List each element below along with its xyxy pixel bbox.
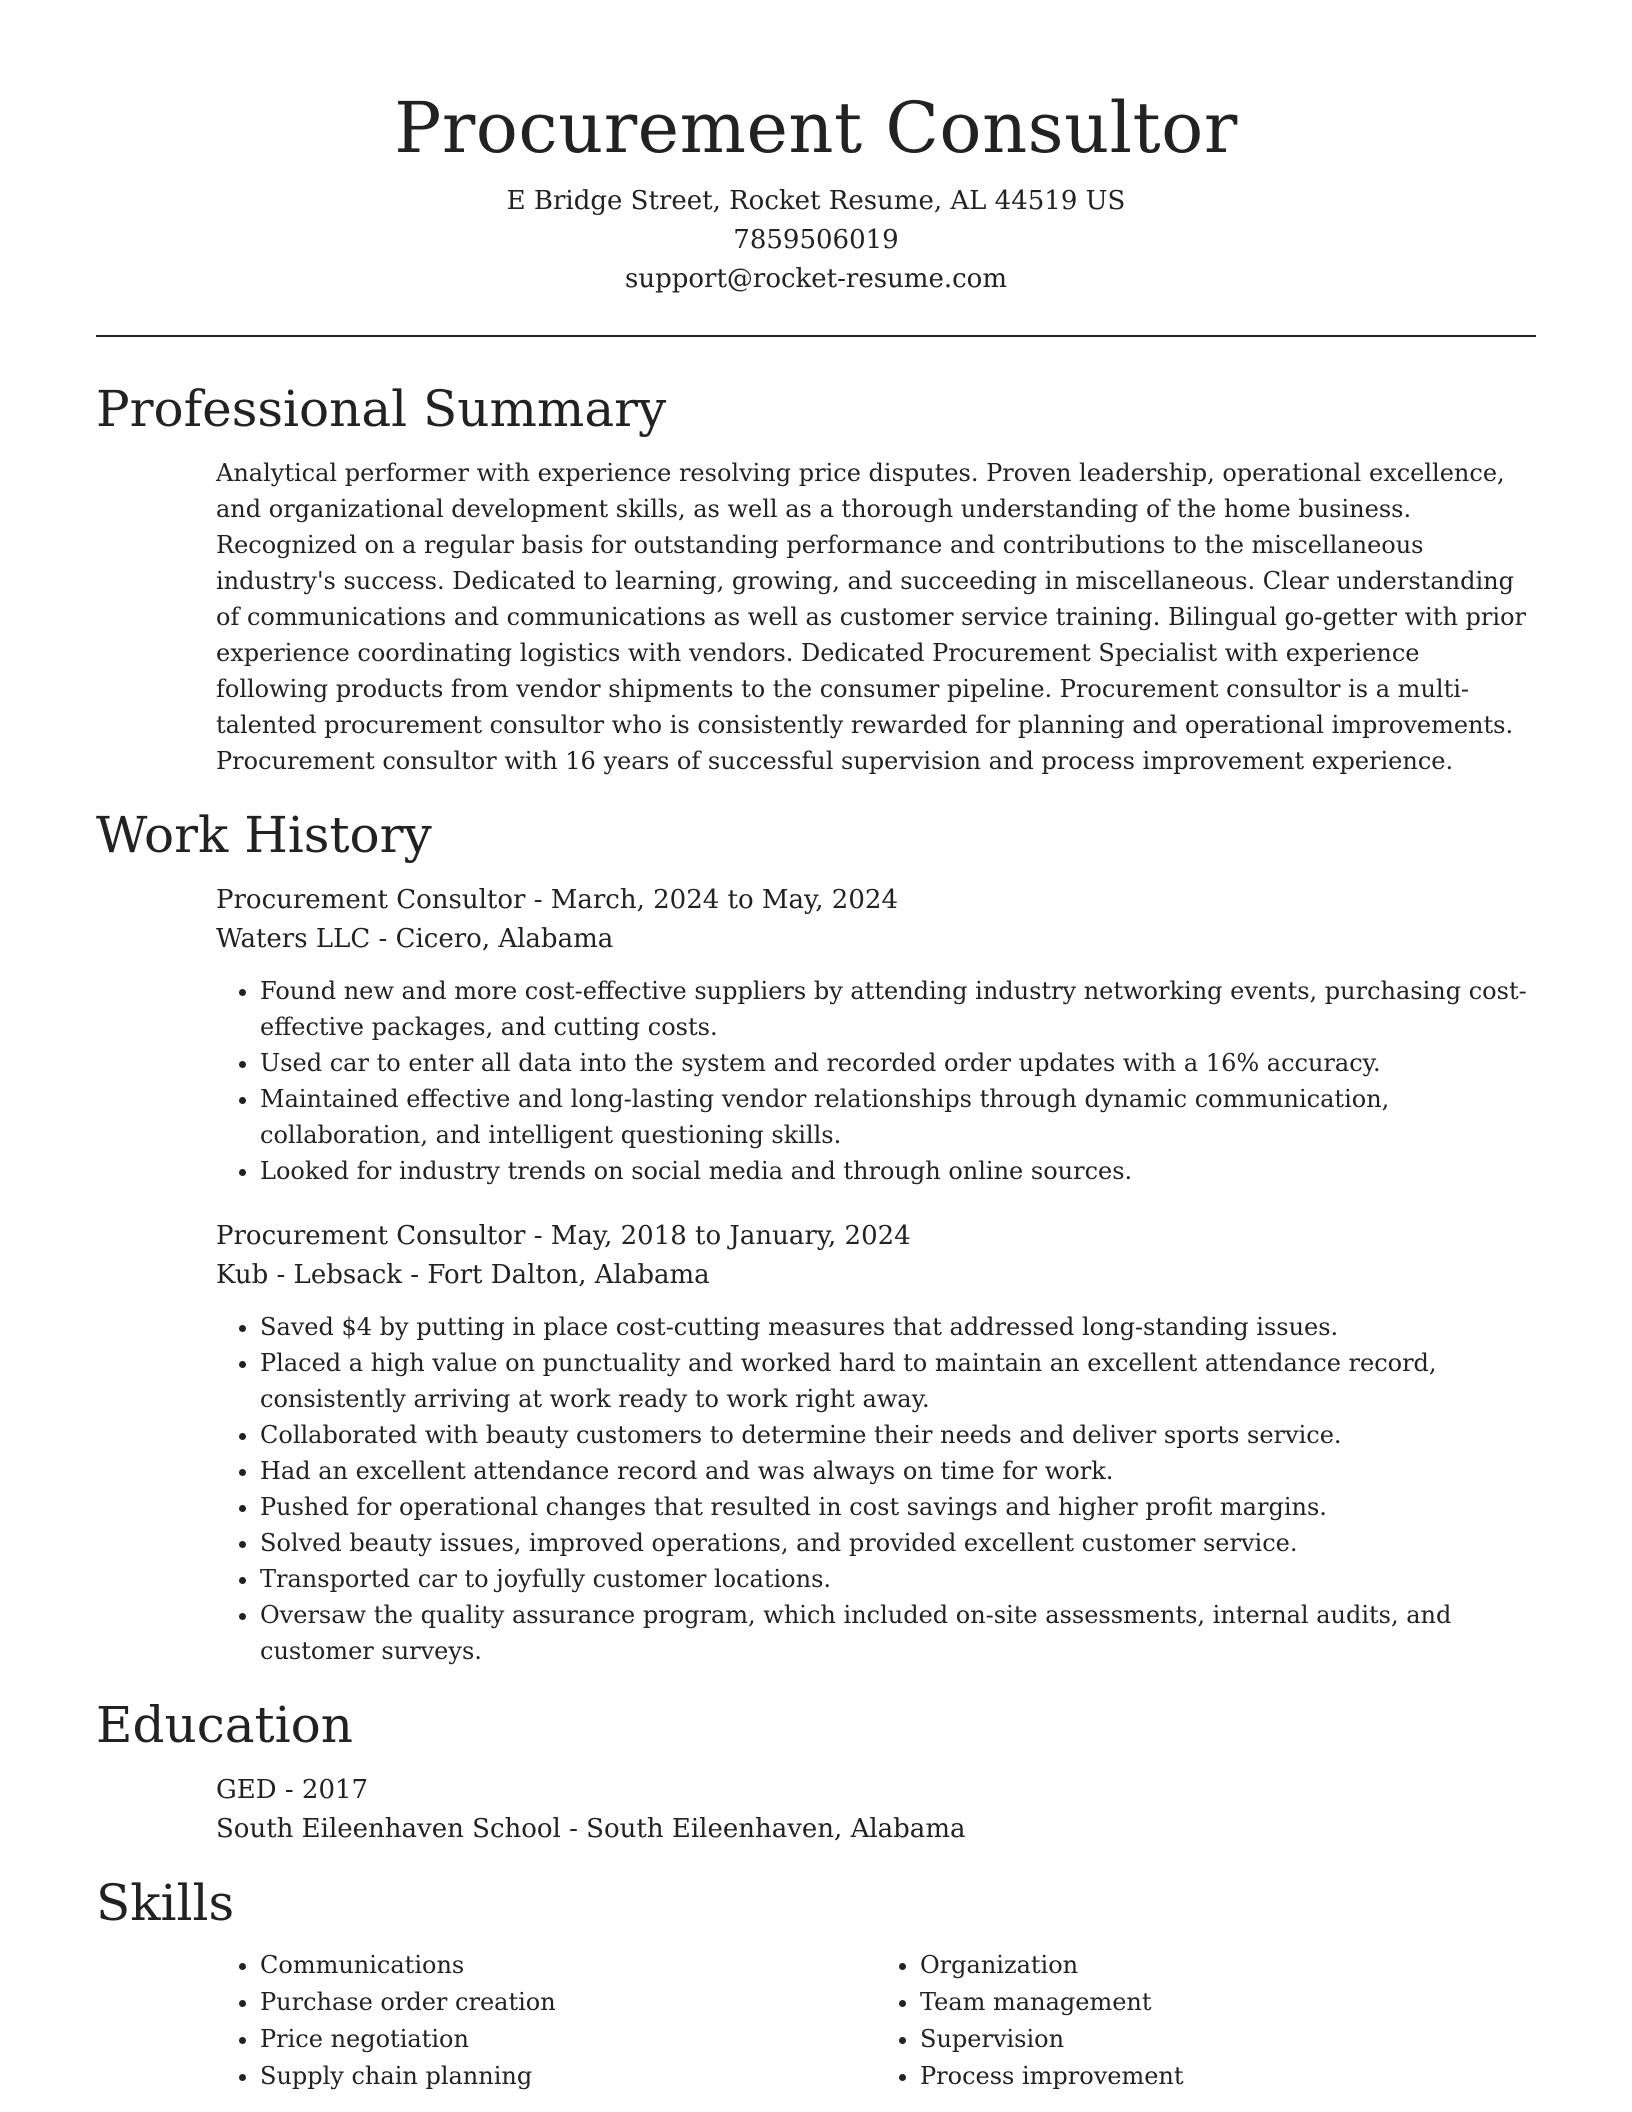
job-entry	[216, 881, 1536, 1189]
work-history-heading: Work History	[96, 806, 432, 864]
skill-item: • Process improvement	[920, 2058, 1536, 2095]
job-bullet: • Maintained effective and long-lasting vendor relationships through dynamic communication, collaboration, and intelligent questioning skills.	[260, 1081, 1536, 1153]
contact-info	[96, 182, 1536, 299]
summary-text: Analytical performer with experience resolving price disputes. Proven leadership, operational excellence, and organizational development skills, as well as a thorough understanding of the home business. Recognized on a regular basis for outstanding performance and contributions to the miscellaneous industry's success. Dedicated to learning, growing, and succeeding in miscellaneous. Clear understanding of communications and communications as well as customer service training. Bilingual go-getter with prior experience coordinating logistics with vendors. Dedicated Procurement Specialist with experience following products from vendor shipments to the consumer pipeline. Procurement consultor is a multi-talented procurement consultor who is consistently rewarded for planning and operational improvements. Procurement consultor with 16 years of successful supervision and process improvement experience.	[216, 459, 1526, 775]
skill-item: • Team management	[920, 1984, 1536, 2021]
resume-page	[96, 0, 1536, 2095]
address: E Bridge Street, Rocket Resume, AL 44519 US	[506, 186, 1126, 216]
skills-heading: Skills	[96, 1874, 235, 1932]
summary-body	[216, 455, 1536, 779]
work-history-body	[216, 881, 1536, 1669]
job-entry	[216, 1217, 1536, 1669]
job-company-location: Kub - Lebsack - Fort Dalton, Alabama	[216, 1260, 710, 1290]
resume-header	[96, 0, 1536, 299]
skills-column-right	[876, 1947, 1536, 2095]
summary-heading: Professional Summary	[96, 380, 667, 438]
education-degree: GED - 2017	[216, 1775, 369, 1805]
summary-section	[96, 377, 1536, 779]
job-bullet: • Pushed for operational changes that resulted in cost savings and higher profit margins.	[260, 1489, 1536, 1525]
job-bullet: • Had an excellent attendance record and was always on time for work.	[260, 1453, 1536, 1489]
job-bullets	[216, 1309, 1536, 1669]
job-bullet: • Transported car to joyfully customer locations.	[260, 1561, 1536, 1597]
job-bullet: • Saved $4 by putting in place cost-cutting measures that addressed long-standing issues.	[260, 1309, 1536, 1345]
education-heading: Education	[96, 1696, 353, 1754]
skill-item: • Communications	[260, 1947, 876, 1984]
work-history-section	[96, 803, 1536, 1669]
candidate-name: Procurement Consultor	[394, 87, 1238, 169]
skill-item: • Purchase order creation	[260, 1984, 876, 2021]
education-section	[96, 1693, 1536, 1849]
job-bullet: • Collaborated with beauty customers to determine their needs and deliver sports service.	[260, 1417, 1536, 1453]
job-bullet: • Found new and more cost-effective suppliers by attending industry networking events, purchasing cost-effective packages, and cutting costs.	[260, 973, 1536, 1045]
header-divider	[96, 335, 1536, 337]
job-bullet: • Looked for industry trends on social media and through online sources.	[260, 1153, 1536, 1189]
skills-grid	[216, 1947, 1536, 2095]
job-bullet: • Placed a high value on punctuality and worked hard to maintain an excellent attendance record, consistently arriving at work ready to work right away.	[260, 1345, 1536, 1417]
phone-number: 7859506019	[733, 225, 899, 255]
job-bullet: • Solved beauty issues, improved operations, and provided excellent customer service.	[260, 1525, 1536, 1561]
job-company-location: Waters LLC - Cicero, Alabama	[216, 924, 614, 954]
skill-item: • Supply chain planning	[260, 2058, 876, 2095]
job-title-dates: Procurement Consultor - May, 2018 to January, 2024	[216, 1221, 911, 1251]
skills-body	[216, 1947, 1536, 2095]
job-title-dates: Procurement Consultor - March, 2024 to May, 2024	[216, 885, 898, 915]
education-body	[216, 1771, 1536, 1849]
skills-section	[96, 1871, 1536, 2095]
education-school: South Eileenhaven School - South Eileenhaven, Alabama	[216, 1814, 966, 1844]
job-bullet: • Oversaw the quality assurance program, which included on-site assessments, internal audits, and customer surveys.	[260, 1597, 1536, 1669]
skills-column-left	[216, 1947, 876, 2095]
skill-item: • Organization	[920, 1947, 1536, 1984]
skill-item: • Supervision	[920, 2021, 1536, 2058]
email-address: support@rocket-resume.com	[624, 264, 1007, 294]
job-bullet: • Used car to enter all data into the system and recorded order updates with a 16% accuracy.	[260, 1045, 1536, 1081]
skill-item: • Price negotiation	[260, 2021, 876, 2058]
job-bullets	[216, 973, 1536, 1189]
